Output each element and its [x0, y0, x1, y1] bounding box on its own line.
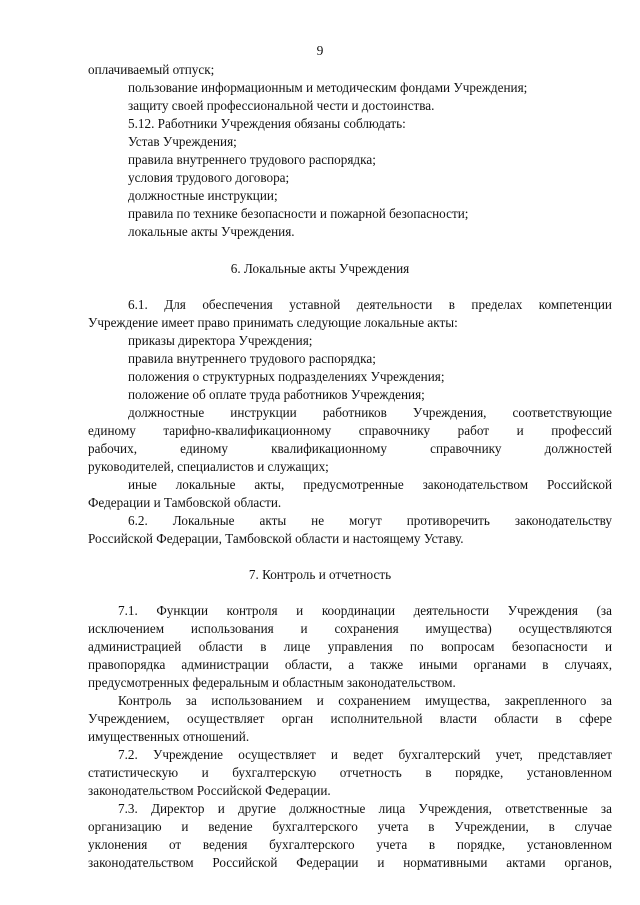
- paragraph-line: имущественных отношений.: [88, 729, 250, 744]
- paragraph-line: 6.1. Для обеспечения уставной деятельности в пределах компетенции: [128, 297, 612, 312]
- paragraph-line: администрацией области в лице управления по вопросам безопасности и: [88, 639, 612, 654]
- paragraph-line: Федерации и Тамбовской области.: [88, 495, 282, 510]
- text-line: локальные акты Учреждения.: [128, 224, 295, 239]
- paragraph-line: руководителей, специалистов и служащих;: [88, 459, 329, 474]
- text-line: защиту своей профессиональной чести и достоинства.: [128, 98, 435, 113]
- section-heading: 6. Локальные акты Учреждения: [230, 261, 410, 276]
- paragraph-line: законодательством Российской Федерации.: [88, 783, 331, 798]
- paragraph-line: законодательством Российской Федерации и нормативными актами органов,: [88, 855, 612, 870]
- text-line: правила внутреннего трудового распорядка;: [128, 152, 376, 167]
- paragraph-line: 6.2. Локальные акты не могут противоречить законодательству: [128, 513, 612, 528]
- paragraph-line: рабочих, единому квалификационному справочнику должностей: [88, 441, 612, 456]
- paragraph-line: правопорядка администрации области, а также иными органами в случаях,: [88, 657, 612, 672]
- paragraph-line: исключением использования и сохранения имущества) осуществляются: [88, 621, 612, 636]
- text-line: правила по технике безопасности и пожарной безопасности;: [128, 206, 469, 221]
- text-line: 5.12. Работники Учреждения обязаны соблюдать:: [128, 116, 406, 131]
- paragraph-line: уклонения от ведения бухгалтерского учета в порядке, установленном: [88, 837, 612, 852]
- paragraph-line: предусмотренных федеральным и областным законодательством.: [88, 675, 456, 690]
- section-heading: 7. Контроль и отчетность: [248, 567, 392, 582]
- paragraph-line: 7.1. Функции контроля и координации деятельности Учреждения (за: [118, 603, 612, 618]
- text-line: пользование информационным и методическим фондами Учреждения;: [128, 80, 528, 95]
- paragraph-line: Учреждением, осуществляет орган исполнительной власти области в сфере: [88, 711, 612, 726]
- paragraph-line: статистическую и бухгалтерскую отчетность в порядке, установленном: [88, 765, 612, 780]
- page-number: 9: [316, 43, 324, 58]
- paragraph-line: Контроль за использованием и сохранением имущества, закрепленного за: [118, 693, 612, 708]
- list-item: положения о структурных подразделениях Учреждения;: [128, 369, 445, 384]
- list-item: приказы директора Учреждения;: [128, 333, 313, 348]
- paragraph-line: должностные инструкции работников Учреждения, соответствующие: [128, 405, 612, 420]
- paragraph-line: единому тарифно-квалификационному справочнику работ и профессий: [88, 423, 612, 438]
- paragraph-line: Учреждение имеет право принимать следующие локальные акты:: [88, 315, 458, 330]
- text-line: Устав Учреждения;: [128, 134, 237, 149]
- paragraph-line: организацию и ведение бухгалтерского учета в Учреждении, в случае: [88, 819, 612, 834]
- text-line: оплачиваемый отпуск;: [88, 62, 215, 77]
- paragraph-line: иные локальные акты, предусмотренные законодательством Российской: [128, 477, 612, 492]
- paragraph-line: 7.2. Учреждение осуществляет и ведет бухгалтерский учет, представляет: [118, 747, 612, 762]
- list-item: положение об оплате труда работников Учреждения;: [128, 387, 425, 402]
- text-line: должностные инструкции;: [128, 188, 278, 203]
- paragraph-line: Российской Федерации, Тамбовской области и настоящему Уставу.: [88, 531, 464, 546]
- text-line: условия трудового договора;: [128, 170, 290, 185]
- paragraph-line: 7.3. Директор и другие должностные лица Учреждения, ответственные за: [118, 801, 612, 816]
- list-item: правила внутреннего трудового распорядка;: [128, 351, 376, 366]
